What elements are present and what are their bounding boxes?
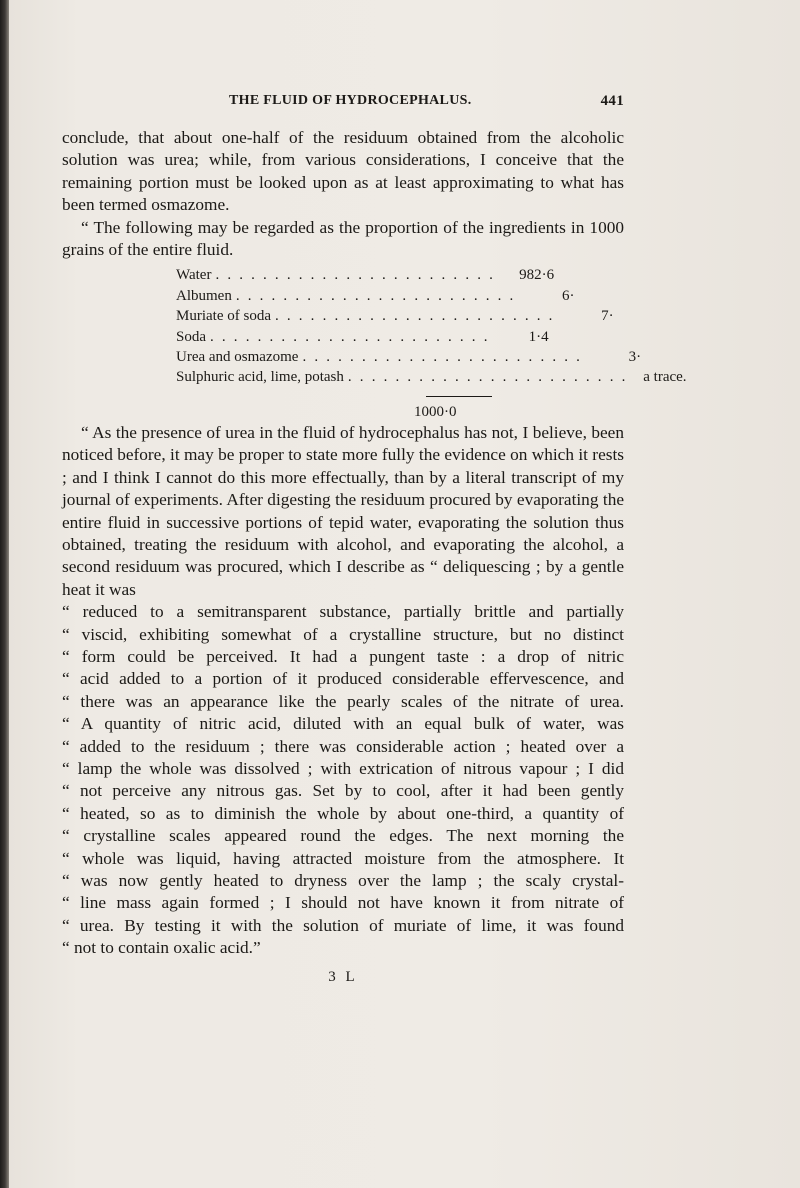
table-total: 1000·0 bbox=[414, 403, 457, 420]
ingredients-table bbox=[176, 265, 687, 421]
journal-quote-line: “ whole was liquid, having attracted moisture from the atmosphere. It bbox=[62, 848, 624, 868]
leader-dots: . . . . . . . . . . . . . . . . . . . . . . . . bbox=[210, 328, 490, 345]
journal-quote-line: “ viscid, exhibiting somewhat of a crystalline structure, but no distinct bbox=[62, 624, 624, 644]
leader-dots: . . . . . . . . . . . . . . . . . . . . . . . . bbox=[302, 349, 583, 366]
journal-quote-line: “ line mass again formed ; I should not have known it from nitrate of bbox=[62, 893, 624, 913]
body-text bbox=[62, 127, 687, 988]
ingredient-name: Water bbox=[176, 267, 212, 284]
ingredient-name: Urea and osmazome bbox=[176, 349, 299, 366]
running-header bbox=[62, 93, 624, 115]
journal-quote-line: “ not perceive any nitrous gas. Set by to cool, after it had been gently bbox=[62, 781, 624, 801]
table-row bbox=[176, 265, 555, 285]
table-row bbox=[176, 347, 642, 367]
table-row bbox=[176, 306, 614, 326]
journal-quote-line: “ there was an appearance like the pearly scales of the nitrate of urea. bbox=[62, 691, 624, 711]
journal-quote-line: “ not to contain oxalic acid.” bbox=[62, 938, 261, 958]
leader-dots: . . . . . . . . . . . . . . . . . . . . . . . . bbox=[215, 267, 496, 284]
running-title: THE FLUID OF HYDROCEPHALUS. bbox=[229, 93, 472, 108]
table-row bbox=[176, 286, 575, 306]
journal-quote-line: “ urea. By testing it with the solution of muriate of lime, it was found bbox=[62, 915, 624, 935]
ingredient-value: 1·4 bbox=[528, 328, 549, 345]
journal-quote-line: “ A quantity of nitric acid, diluted with an equal bulk of water, was bbox=[62, 714, 624, 734]
book-spine-shadow bbox=[0, 0, 9, 1188]
journal-quote-line: “ reduced to a semitransparent substance, partially brittle and partially bbox=[62, 602, 624, 622]
leader-dots: . . . . . . . . . . . . . . . . . . . . . . . . bbox=[274, 308, 555, 325]
paragraph-conclusion: conclude, that about one-half of the residuum obtained from the alcoholic solution was urea; while, from various considerations, I conceive that the remaining portion must be looked upon as at least approximating to what has been termed osmazome. bbox=[62, 128, 624, 215]
leader-dots: . . . . . . . . . . . . . . . . . . . . . . . . bbox=[235, 287, 516, 304]
ingredient-name: Albumen bbox=[176, 287, 232, 304]
total-rule bbox=[426, 396, 492, 397]
ingredient-name: Soda bbox=[176, 328, 206, 345]
paragraph-urea-evidence: “ As the presence of urea in the fluid of hydrocephalus has not, I believe, been noticed before, it may be proper to state more fully the evidence on which it rests ; and I think I cannot do this more effectually, than by a literal transcript of my journal of experiments. After digesting the residuum procured by evaporating the entire fluid in successive portions of tepid water, evaporating the solution thus obtained, treating the residuum with alcohol, and evaporating the alcohol, a second residuum was procured, which I describe as “ deliquescing ; by a gentle heat it was bbox=[62, 422, 624, 599]
signature-mark: 3 L bbox=[328, 968, 358, 985]
table-row bbox=[176, 327, 549, 347]
ingredient-value: 3· bbox=[628, 349, 642, 366]
journal-quote-line: “ was now gently heated to dryness over the lamp ; the scaly crystal- bbox=[62, 871, 624, 890]
table-row bbox=[176, 367, 687, 387]
journal-quote-line: “ lamp the whole was dissolved ; with extrication of nitrous vapour ; I did bbox=[62, 758, 624, 778]
ingredient-value: 982·6 bbox=[519, 267, 555, 284]
ingredient-value: 6· bbox=[561, 287, 575, 304]
ingredient-value: a trace. bbox=[643, 369, 687, 386]
ingredient-value: 7· bbox=[601, 308, 614, 325]
journal-quote-line: “ added to the residuum ; there was considerable action ; heated over a bbox=[62, 736, 624, 756]
page-number: 441 bbox=[600, 93, 624, 109]
ingredient-name: Muriate of soda bbox=[176, 308, 271, 325]
journal-quote-line: “ crystalline scales appeared round the edges. The next morning the bbox=[62, 826, 624, 846]
leader-dots: . . . . . . . . . . . . . . . . . . . . . . . . bbox=[347, 369, 628, 386]
journal-quote-line: “ acid added to a portion of it produced considerable effervescence, and bbox=[62, 669, 624, 689]
paragraph-proportion-intro: “ The following may be regarded as the proportion of the ingredients in 1000 grains of the entire fluid. bbox=[62, 217, 624, 260]
journal-quote-line: “ form could be perceived. It had a pungent taste : a drop of nitric bbox=[62, 646, 624, 666]
journal-quote-line: “ heated, so as to diminish the whole by about one-third, a quantity of bbox=[62, 803, 624, 823]
ingredient-name: Sulphuric acid, lime, potash bbox=[176, 369, 344, 386]
